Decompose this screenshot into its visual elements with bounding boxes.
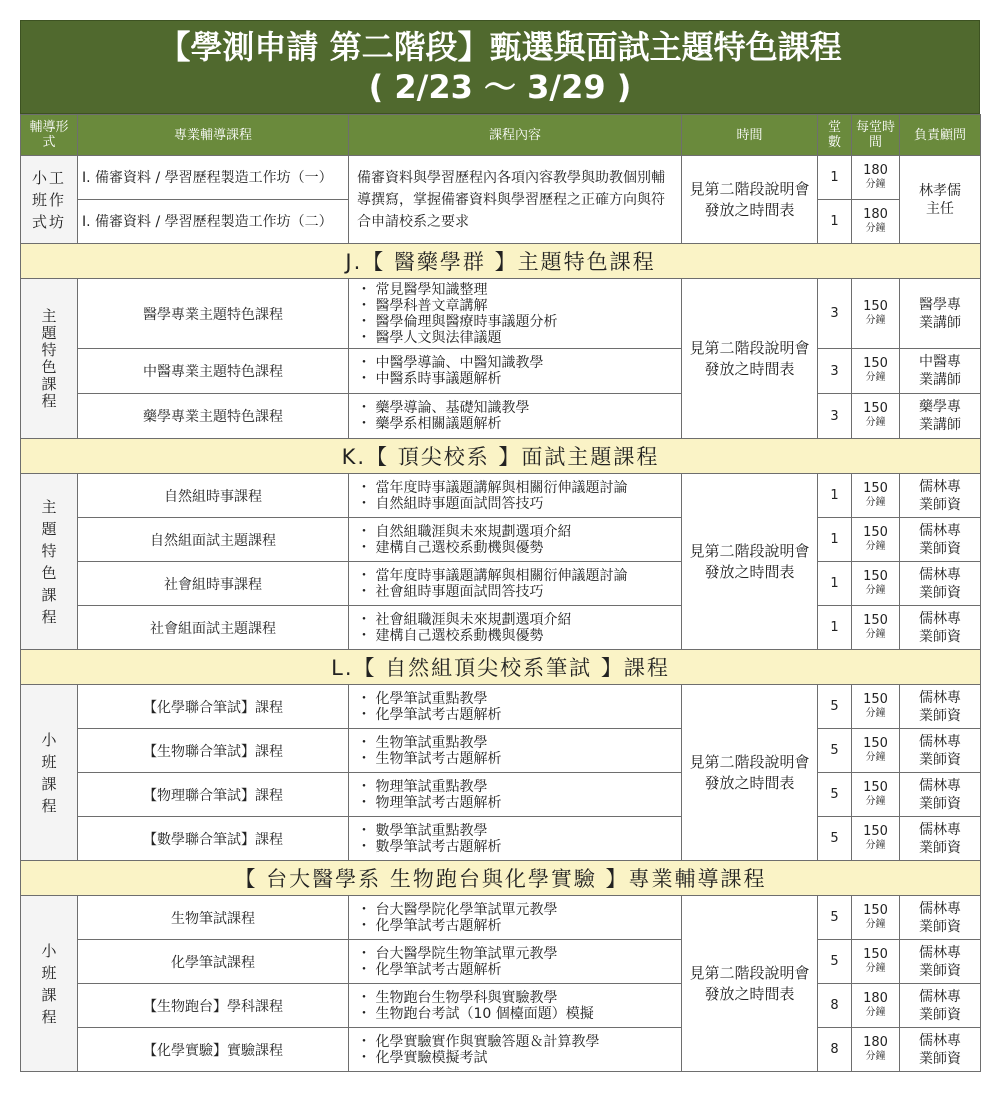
course-cell: 【數學聯合筆試】課程 (78, 817, 349, 861)
course-cell: 藥學專業主題特色課程 (78, 394, 349, 439)
course-cell: 自然組面試主題課程 (78, 518, 349, 562)
time-cell: 見第二階段說明會發放之時間表 (682, 279, 818, 439)
per-session-cell (852, 729, 900, 773)
minutes-unit: 分鐘 (865, 707, 886, 719)
header-advisor: 負責顧問 (900, 115, 981, 156)
content-line: ・ 化學筆試重點教學 (357, 690, 488, 707)
content-line: ・ 物理筆試考古題解析 (357, 794, 502, 811)
time-cell: 見第二階段說明會發放之時間表 (682, 685, 818, 861)
form-cell: 小工班作式坊 (21, 156, 78, 244)
minutes-value: 150 (863, 568, 888, 584)
section-heading: 【 台大醫學系 生物跑台與化學實驗 】專業輔導課程 (21, 861, 981, 896)
content-line: ・ 當年度時事議題講解與相關衍伸議題討論 (357, 479, 628, 496)
course-cell: 【生物聯合筆試】課程 (78, 729, 349, 773)
content-line: ・ 中醫學導論、中醫知識教學 (357, 355, 544, 371)
minutes-value: 150 (863, 691, 888, 707)
table-row (21, 940, 981, 984)
content-line: ・ 社會組職涯與未來規劃選項介紹 (357, 611, 572, 628)
course-schedule (20, 20, 980, 1072)
content-line: ・ 常見醫學知識整理 (357, 281, 488, 298)
course-cell: I. 備審資料 / 學習歷程製造工作坊（二） (78, 200, 349, 244)
minutes-value: 150 (863, 902, 888, 918)
sessions-cell: 5 (818, 896, 852, 940)
advisor-cell: 儒林專業師資 (900, 896, 981, 940)
content-line: ・ 數學筆試重點教學 (357, 822, 488, 839)
course-cell: 社會組面試主題課程 (78, 606, 349, 650)
advisor-cell: 儒林專業師資 (900, 940, 981, 984)
advisor-cell: 儒林專業師資 (900, 984, 981, 1028)
sessions-cell: 3 (818, 349, 852, 394)
title-line-2: ( 2/23 ～ 3/29 ) (368, 68, 632, 106)
schedule-body (21, 156, 981, 1072)
content-cell (349, 349, 682, 394)
time-cell: 見第二階段說明會發放之時間表 (682, 896, 818, 1072)
form-cell: 主題特色課程 (21, 474, 78, 650)
table-row (21, 685, 981, 729)
sessions-cell: 1 (818, 156, 852, 200)
advisor-cell: 儒林專業師資 (900, 606, 981, 650)
minutes-unit: 分鐘 (865, 496, 886, 508)
form-cell: 小班課程 (21, 685, 78, 861)
minutes-unit: 分鐘 (865, 751, 886, 763)
content-cell (349, 817, 682, 861)
table-row (21, 984, 981, 1028)
sessions-cell: 3 (818, 279, 852, 349)
content-line: ・ 生物筆試考古題解析 (357, 750, 502, 767)
sessions-cell: 5 (818, 729, 852, 773)
content-cell (349, 984, 682, 1028)
sessions-cell: 1 (818, 474, 852, 518)
content-line: ・ 中醫系時事議題解析 (357, 371, 502, 387)
table-row (21, 156, 981, 200)
minutes-value: 150 (863, 356, 888, 371)
section-heading-row (21, 244, 981, 279)
course-cell: 【生物跑台】學科課程 (78, 984, 349, 1028)
content-line: ・ 醫學科普文章講解 (357, 297, 488, 314)
sessions-cell: 1 (818, 200, 852, 244)
advisor-cell: 儒林專業師資 (900, 729, 981, 773)
minutes-value: 180 (863, 990, 888, 1006)
content-cell (349, 606, 682, 650)
per-session-cell (852, 474, 900, 518)
table-row (21, 606, 981, 650)
minutes-unit: 分鐘 (865, 1050, 886, 1062)
per-session-cell (852, 562, 900, 606)
per-session-cell (852, 773, 900, 817)
form-cell: 主題特色課程 (21, 279, 78, 439)
sessions-cell: 1 (818, 562, 852, 606)
table-row (21, 773, 981, 817)
per-session-cell (852, 817, 900, 861)
minutes-value: 150 (863, 612, 888, 628)
minutes-unit: 分鐘 (865, 417, 886, 428)
content-cell (349, 729, 682, 773)
header-sessions: 堂數 (818, 115, 852, 156)
content-line: ・ 數學筆試考古題解析 (357, 838, 502, 855)
content-line: ・ 醫學人文與法律議題 (357, 329, 502, 346)
content-line: ・ 化學實驗實作與實驗答題＆計算教學 (357, 1033, 600, 1050)
sessions-cell: 8 (818, 984, 852, 1028)
content-cell (349, 279, 682, 349)
content-line: ・ 台大醫學院生物筆試單元教學 (357, 945, 558, 962)
per-session-cell (852, 896, 900, 940)
course-cell: 化學筆試課程 (78, 940, 349, 984)
course-cell: 【化學實驗】實驗課程 (78, 1028, 349, 1072)
sessions-cell: 5 (818, 817, 852, 861)
column-header-row (21, 115, 981, 156)
time-cell: 見第二階段說明會發放之時間表 (682, 474, 818, 650)
table-row (21, 518, 981, 562)
content-cell (349, 394, 682, 439)
header-content: 課程內容 (349, 115, 682, 156)
minutes-unit: 分鐘 (865, 795, 886, 807)
content-line: ・ 當年度時事議題講解與相關衍伸議題討論 (357, 567, 628, 584)
content-line: ・ 台大醫學院化學筆試單元教學 (357, 901, 558, 918)
table-row (21, 349, 981, 394)
sessions-cell: 5 (818, 685, 852, 729)
content-line: ・ 建構自己選校系動機與優勢 (357, 539, 544, 556)
header-form: 輔導形式 (21, 115, 78, 156)
course-cell: 自然組時事課程 (78, 474, 349, 518)
course-cell: 醫學專業主題特色課程 (78, 279, 349, 349)
advisor-cell: 儒林專業師資 (900, 817, 981, 861)
content-line: ・ 化學筆試考古題解析 (357, 917, 502, 934)
advisor-cell: 儒林專業師資 (900, 1028, 981, 1072)
minutes-value: 150 (863, 298, 888, 314)
header-per-session: 每堂時間 (852, 115, 900, 156)
table-row (21, 896, 981, 940)
minutes-unit: 分鐘 (865, 839, 886, 851)
minutes-value: 150 (863, 480, 888, 496)
minutes-value: 180 (863, 162, 888, 178)
minutes-unit: 分鐘 (865, 178, 886, 190)
advisor-cell: 儒林專業師資 (900, 474, 981, 518)
content-cell (349, 896, 682, 940)
header-time: 時間 (682, 115, 818, 156)
title-line-1: 【學測申請 第二階段】甄選與面試主題特色課程 (158, 28, 842, 66)
content-cell (349, 1028, 682, 1072)
minutes-unit: 分鐘 (865, 222, 886, 234)
course-cell: 生物筆試課程 (78, 896, 349, 940)
minutes-unit: 分鐘 (865, 314, 886, 326)
content-line: ・ 生物跑台考試（10 個檯面題）模擬 (357, 1005, 594, 1022)
advisor-cell: 儒林專業師資 (900, 562, 981, 606)
content-cell (349, 940, 682, 984)
section-heading-row (21, 650, 981, 685)
table-row (21, 817, 981, 861)
content-line: ・ 藥學導論、基礎知識教學 (357, 400, 530, 416)
minutes-unit: 分鐘 (865, 918, 886, 930)
form-cell: 小班課程 (21, 896, 78, 1072)
sessions-cell: 8 (818, 1028, 852, 1072)
sessions-cell: 3 (818, 394, 852, 439)
minutes-unit: 分鐘 (865, 372, 886, 383)
per-session-cell (852, 394, 900, 439)
minutes-value: 150 (863, 779, 888, 795)
minutes-unit: 分鐘 (865, 1006, 886, 1018)
sessions-cell: 1 (818, 518, 852, 562)
table-row (21, 729, 981, 773)
per-session-cell (852, 200, 900, 244)
table-row (21, 474, 981, 518)
per-session-cell (852, 606, 900, 650)
section-heading: K.【 頂尖校系 】面試主題課程 (21, 439, 981, 474)
advisor-cell: 林孝儒主任 (900, 156, 981, 244)
minutes-value: 150 (863, 735, 888, 751)
minutes-unit: 分鐘 (865, 962, 886, 974)
content-cell (349, 773, 682, 817)
sessions-cell: 1 (818, 606, 852, 650)
minutes-value: 150 (863, 946, 888, 962)
content-line: ・ 自然組職涯與未來規劃選項介紹 (357, 523, 572, 540)
table-row (21, 394, 981, 439)
section-heading: J.【 醫藥學群 】主題特色課程 (21, 244, 981, 279)
advisor-cell: 藥學專業講師 (900, 394, 981, 439)
minutes-value: 180 (863, 1034, 888, 1050)
time-cell: 見第二階段說明會發放之時間表 (682, 156, 818, 244)
course-cell: 中醫專業主題特色課程 (78, 349, 349, 394)
minutes-unit: 分鐘 (865, 540, 886, 552)
content-line: ・ 自然組時事題面試問答技巧 (357, 495, 544, 512)
per-session-cell (852, 518, 900, 562)
advisor-cell: 儒林專業師資 (900, 773, 981, 817)
content-cell (349, 474, 682, 518)
course-cell: I. 備審資料 / 學習歷程製造工作坊（一） (78, 156, 349, 200)
content-cell (349, 518, 682, 562)
course-cell: 社會組時事課程 (78, 562, 349, 606)
content-cell (349, 562, 682, 606)
advisor-cell: 中醫專業講師 (900, 349, 981, 394)
table-row (21, 279, 981, 349)
per-session-cell (852, 1028, 900, 1072)
page-title (20, 20, 980, 114)
minutes-unit: 分鐘 (865, 584, 886, 596)
minutes-value: 180 (863, 206, 888, 222)
content-line: ・ 社會組時事題面試問答技巧 (357, 583, 544, 600)
per-session-cell (852, 984, 900, 1028)
advisor-cell: 儒林專業師資 (900, 685, 981, 729)
content-line: ・ 化學筆試考古題解析 (357, 961, 502, 978)
section-heading: L.【 自然組頂尖校系筆試 】課程 (21, 650, 981, 685)
minutes-value: 150 (863, 401, 888, 416)
content-line: ・ 醫學倫理與醫療時事議題分析 (357, 313, 558, 330)
per-session-cell (852, 156, 900, 200)
advisor-cell: 儒林專業師資 (900, 518, 981, 562)
sessions-cell: 5 (818, 773, 852, 817)
minutes-value: 150 (863, 524, 888, 540)
content-line: ・ 藥學系相關議題解析 (357, 416, 502, 432)
content-cell (349, 685, 682, 729)
table-row (21, 562, 981, 606)
per-session-cell (852, 279, 900, 349)
content-line: ・ 物理筆試重點教學 (357, 778, 488, 795)
per-session-cell (852, 685, 900, 729)
content-cell: 備審資料與學習歷程內各項內容教學與助教個別輔導撰寫，掌握備審資料與學習歷程之正確方向與符合申請校系之要求 (349, 156, 682, 244)
course-cell: 【化學聯合筆試】課程 (78, 685, 349, 729)
minutes-value: 150 (863, 823, 888, 839)
section-heading-row (21, 439, 981, 474)
content-line: ・ 化學實驗模擬考試 (357, 1049, 488, 1066)
content-line: ・ 化學筆試考古題解析 (357, 706, 502, 723)
table-row (21, 1028, 981, 1072)
per-session-cell (852, 349, 900, 394)
content-line: ・ 建構自己選校系動機與優勢 (357, 627, 544, 644)
course-cell: 【物理聯合筆試】課程 (78, 773, 349, 817)
sessions-cell: 5 (818, 940, 852, 984)
content-line: ・ 生物筆試重點教學 (357, 734, 488, 751)
header-course: 專業輔導課程 (78, 115, 349, 156)
minutes-unit: 分鐘 (865, 628, 886, 640)
content-line: ・ 生物跑台生物學科與實驗教學 (357, 989, 558, 1006)
schedule-table (20, 114, 981, 1072)
advisor-cell: 醫學專業講師 (900, 279, 981, 349)
per-session-cell (852, 940, 900, 984)
section-heading-row (21, 861, 981, 896)
